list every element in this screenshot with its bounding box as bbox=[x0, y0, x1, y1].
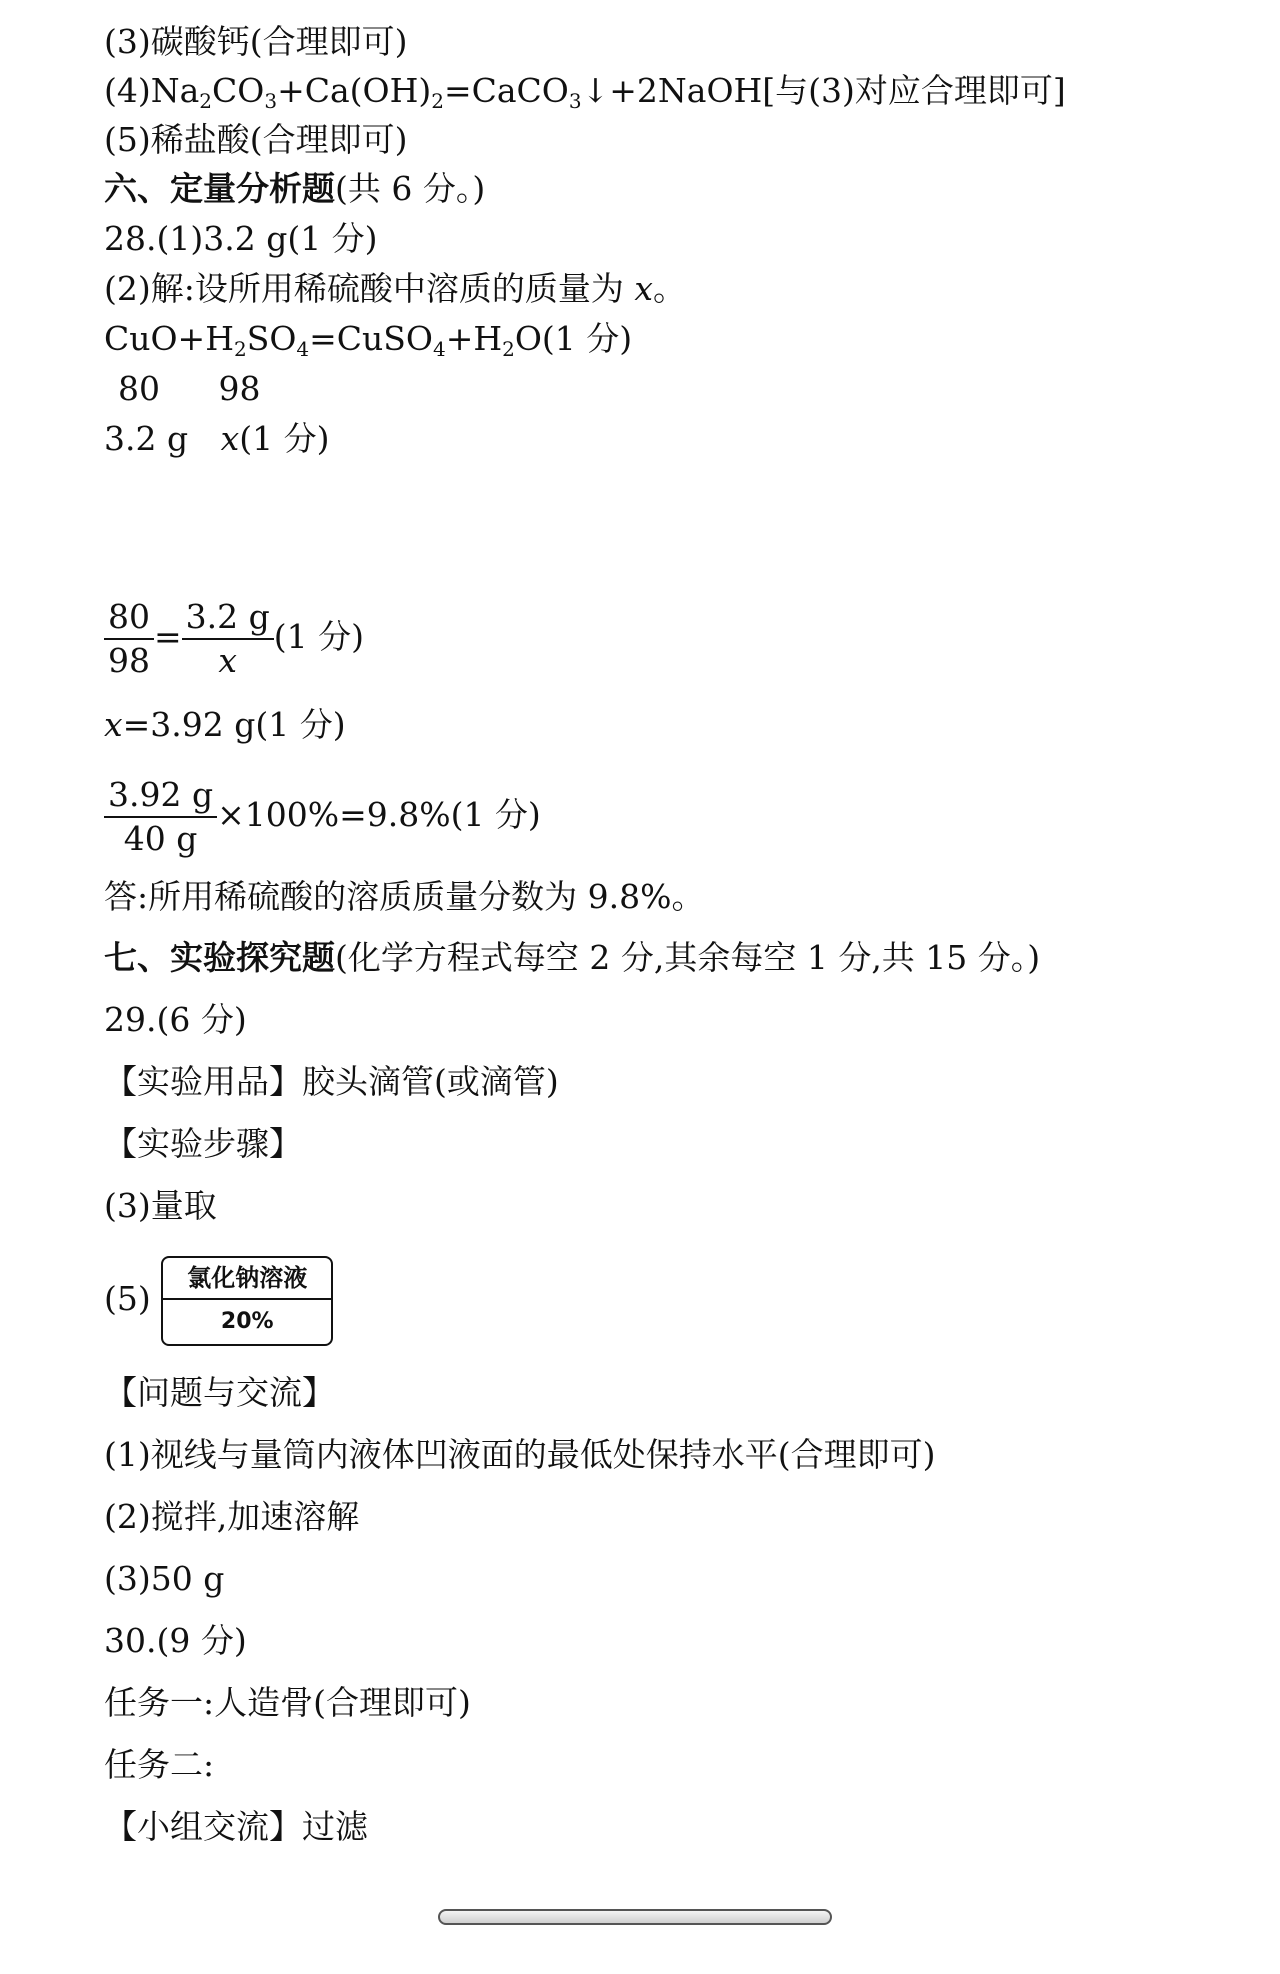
discussion-2: (2)搅拌,加速溶解 bbox=[104, 1497, 360, 1536]
discussion-heading: 【问题与交流】 bbox=[104, 1373, 335, 1412]
q28-part2: (2)解:设所用稀硫酸中溶质的质量为 x。 bbox=[104, 269, 686, 308]
percentage-calculation: $\frac{3.92 g}{40 g}$ ×100%=9.8%(1 分) bbox=[104, 774, 541, 860]
answer-line-4-equation: $(4)Na_2CO_3+Ca(OH)_2=CaCO_3↓+2NaOH$[与(3)对应合理即可] bbox=[104, 71, 1066, 113]
molar-mass-ratio: 80 98 bbox=[118, 369, 261, 408]
q30-heading: 30.(9 分) bbox=[104, 1621, 247, 1660]
chemical-equation: $CuO+H_2SO_4=CuSO_4+H_2O(1$ 分) bbox=[104, 319, 633, 361]
x-result: x=3.92 g(1 分) bbox=[104, 705, 346, 744]
step-5: (5) 氯化钠溶液 20% bbox=[104, 1256, 333, 1346]
discussion-3: (3)50 g bbox=[104, 1559, 225, 1598]
task-2: 任务二: bbox=[104, 1745, 215, 1784]
section-6-heading: 六、定量分析题(共 6 分。) bbox=[104, 169, 486, 208]
answer-line-3: (3)碳酸钙(合理即可) bbox=[104, 22, 408, 61]
fraction-mass-total: $\frac{3.92 g}{40 g}$ bbox=[104, 774, 217, 860]
fraction-80-98: $\frac{80}{98}$ bbox=[104, 596, 154, 682]
page-footer-bar bbox=[424, 1904, 842, 1928]
proportion-equation: $\frac{80}{98}$ = $\frac{3.2 g}{x}$ (1 分) bbox=[104, 596, 364, 682]
q28-answer: 答:所用稀硫酸的溶质质量分数为 9.8%。 bbox=[104, 877, 705, 916]
step-3: (3)量取 bbox=[104, 1186, 217, 1225]
fraction-mass-x: $\frac{3.2 g}{x}$ bbox=[182, 596, 274, 682]
answer-line-5: (5)稀盐酸(合理即可) bbox=[104, 120, 408, 159]
q28-part1: 28.(1)3.2 g(1 分) bbox=[104, 219, 378, 258]
section-7-heading: 七、实验探究题(化学方程式每空 2 分,其余每空 1 分,共 15 分。) bbox=[104, 938, 1041, 977]
q29-heading: 29.(6 分) bbox=[104, 1000, 247, 1039]
experiment-supplies: 【实验用品】胶头滴管(或滴管) bbox=[104, 1062, 559, 1101]
group-discussion: 【小组交流】过滤 bbox=[104, 1807, 368, 1846]
footer-bar-shape bbox=[438, 1909, 832, 1925]
solution-label: 氯化钠溶液 20% bbox=[161, 1256, 333, 1346]
experiment-steps-heading: 【实验步骤】 bbox=[104, 1124, 302, 1163]
task-1: 任务一:人造骨(合理即可) bbox=[104, 1683, 471, 1722]
discussion-1: (1)视线与量筒内液体凹液面的最低处保持水平(合理即可) bbox=[104, 1435, 936, 1474]
mass-line: 3.2 g x(1 分) bbox=[104, 419, 330, 458]
